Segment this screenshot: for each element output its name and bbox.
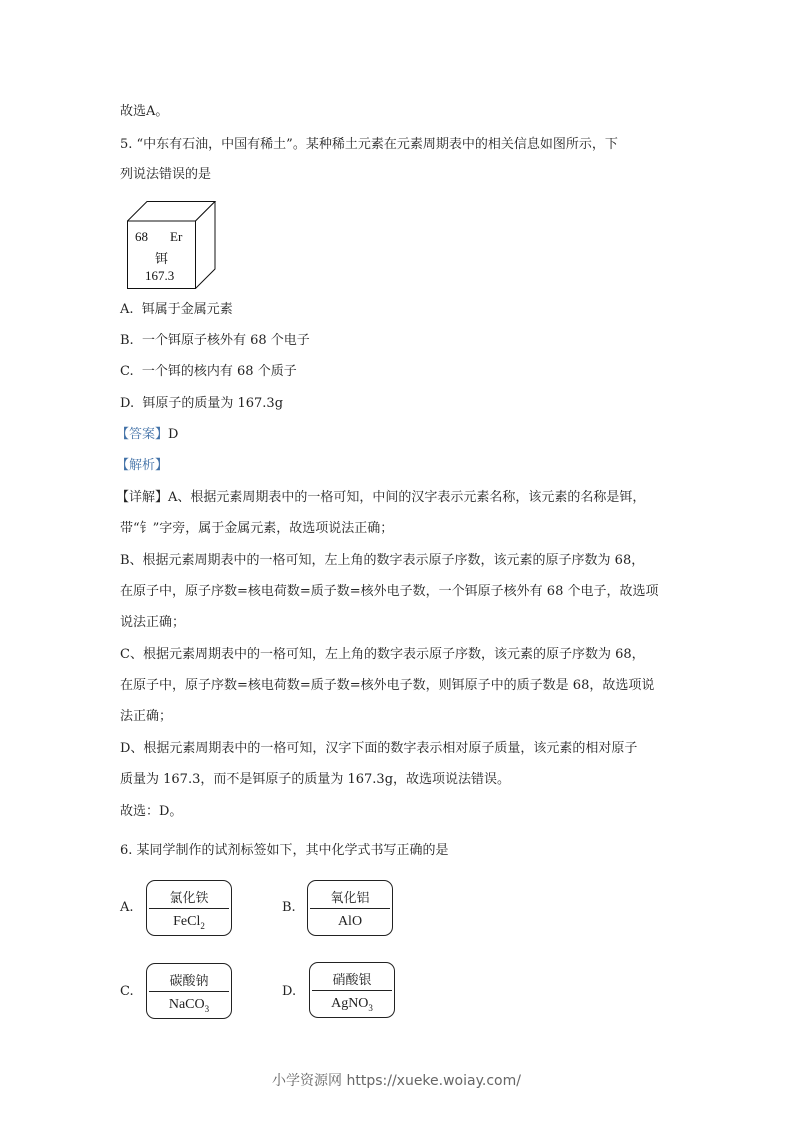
q5-stem-line1: 5. “中东有石油，中国有稀土”。某种稀土元素在元素周期表中的相关信息如图所示，下 [120,137,618,152]
explanation-line-4: 在原子中，原子序数=核电荷数=质子数=核外电子数，一个铒原子核外有 68 个电子，故选项 [120,584,659,599]
reagent-name: 硝酸银 [332,973,372,988]
label-divider [312,990,392,991]
reagent-formula: FeCl$_2$ [173,914,205,931]
element-cell-figure [127,201,217,289]
label-divider [149,991,229,992]
reagent-formula: AlO [337,914,363,929]
analysis-tag: 【解析】 [116,458,169,473]
label-divider [149,908,229,909]
atomic-mass: 167.3 [145,268,175,283]
reagent-label-c [146,963,232,1019]
footer-watermark: 小学资源网 https://xueke.woiay.com/ [272,1073,521,1089]
q5-option-c: C. 一个铒的核内有 68 个质子 [120,364,297,379]
explanation-line-9: D、根据元素周期表中的一格可知，汉字下面的数字表示相对原子质量，该元素的相对原子 [120,741,638,756]
q6-option-c-label: C. [120,984,134,999]
answer-value: D [168,427,179,442]
label-divider [310,908,390,909]
reagent-name: 氯化铁 [169,891,209,906]
explanation-line-10: 质量为 167.3，而不是铒原子的质量为 167.3g，故选项说法错误。 [120,772,511,787]
answer-line [116,427,178,443]
detail-tag: 【详解】 [116,490,169,505]
reagent-formula: NaCO$_3$ [168,997,210,1014]
explanation-line-8: 法正确； [120,709,173,724]
q6-option-a-label: A. [120,900,134,915]
reagent-name: 碳酸钠 [169,974,209,989]
element-symbol: Er [170,229,183,244]
q5-option-a: A. 铒属于金属元素 [120,302,233,317]
explanation-line-7: 在原子中，原子序数=核电荷数=质子数=核外电子数，则铒原子中的质子数是 68，故选项说 [120,678,655,693]
reagent-formula: AgNO$_3$ [331,996,373,1013]
atomic-number: 68 [135,229,148,244]
reagent-name: 氧化铝 [330,891,370,906]
element-name: 铒 [155,252,169,267]
explanation-line-3: B、根据元素周期表中的一格可知，左上角的数字表示原子序数，该元素的原子序数为 68， [120,553,645,568]
explanation-line-1: 【详解】A、根据元素周期表中的一格可知，中间的汉字表示元素名称，该元素的名称是铒， [116,490,646,505]
analysis-line [116,458,168,474]
reagent-label-a [146,880,232,936]
q5-conclusion: 故选：D。 [120,804,183,819]
q5-option-d: D. 铒原子的质量为 167.3g [120,396,284,411]
q6-stem: 6. 某同学制作的试剂标签如下，其中化学式书写正确的是 [120,843,449,858]
q6-option-d-label: D. [282,984,297,999]
previous-conclusion: 故选A。 [120,104,169,119]
explanation-line-6: C、根据元素周期表中的一格可知，左上角的数字表示原子序数，该元素的原子序数为 68， [120,647,645,662]
explanation-line-5: 说法正确； [120,615,186,630]
answer-tag: 【答案】 [116,427,169,442]
q6-option-b-label: B. [282,900,296,915]
reagent-label-b [307,880,393,936]
q5-option-b: B. 一个铒原子核外有 68 个电子 [120,333,310,348]
q5-stem-line2: 列说法错误的是 [120,167,212,182]
explanation-line-2: 带“钅”字旁，属于金属元素，故选项说法正确； [120,521,394,536]
reagent-label-d [309,962,395,1018]
